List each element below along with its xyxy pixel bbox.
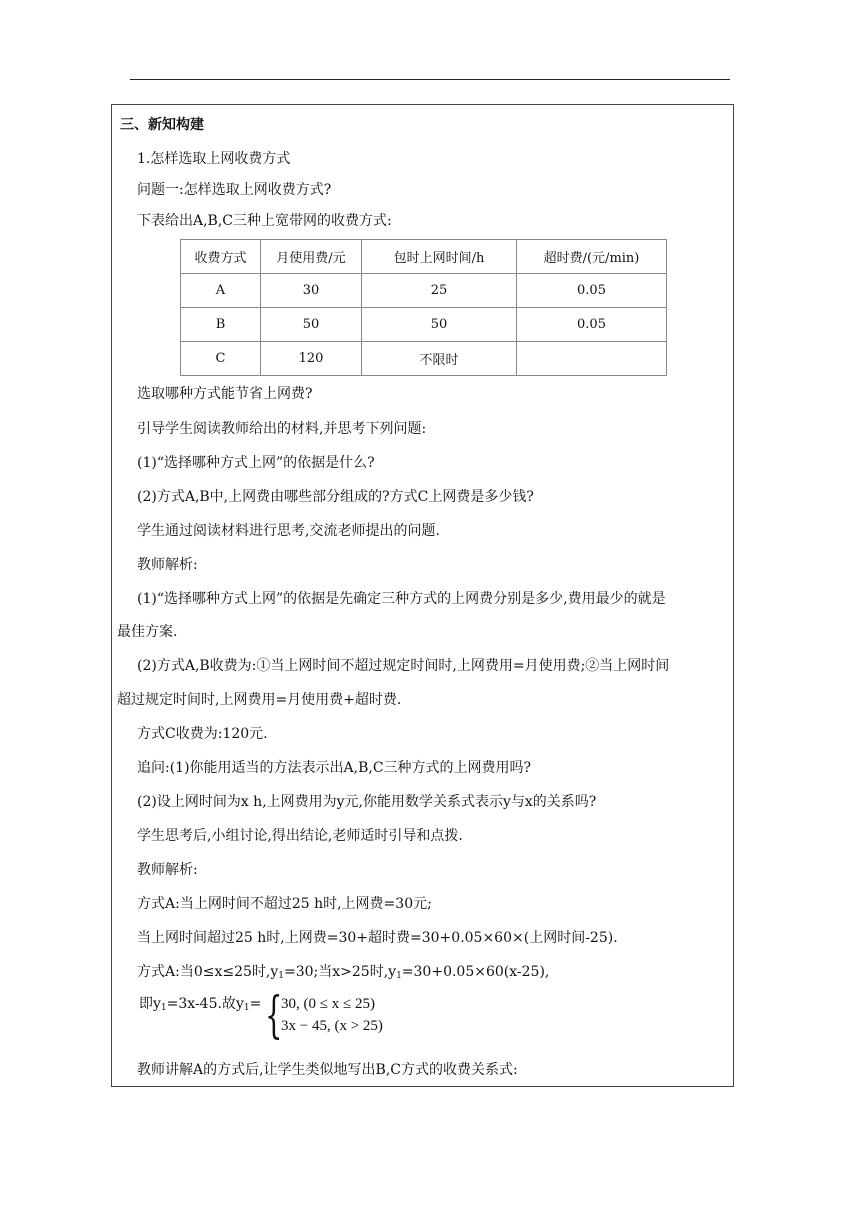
table-row: [181, 308, 667, 342]
table-cell: [517, 342, 667, 376]
formula-line: [137, 963, 549, 985]
header-rule: [130, 79, 730, 80]
table-cell: 不限时: [362, 342, 517, 376]
table-cell: B: [181, 308, 261, 342]
paragraph: 教师解析:: [137, 557, 198, 573]
table-cell: 0.05: [517, 274, 667, 308]
table-header: 月使用费/元: [261, 240, 362, 274]
paragraph: 教师讲解A的方式后,让学生类似地写出B,C方式的收费关系式:: [137, 1062, 518, 1078]
paragraph: 学生思考后,小组讨论,得出结论,老师适时引导和点拨.: [137, 828, 463, 844]
table-cell: 0.05: [517, 308, 667, 342]
section-title: 三、新知构建: [120, 117, 204, 133]
subscript: 1: [278, 971, 284, 981]
paragraph: 教师解析:: [137, 862, 198, 878]
table-cell: 50: [362, 308, 517, 342]
table-cell: 25: [362, 274, 517, 308]
case-1: 30, (0 ≤ x ≤ 25): [281, 996, 375, 1012]
paragraph: 最佳方案.: [117, 624, 178, 640]
table-header: 收费方式: [181, 240, 261, 274]
text-segment: =3x-45.故y: [166, 996, 244, 1012]
paragraph: (2)设上网时间为x h,上网费用为y元,你能用数学关系式表示y与x的关系吗?: [137, 794, 597, 810]
paragraph: 学生通过阅读材料进行思考,交流老师提出的问题.: [137, 523, 440, 539]
table-cell: 30: [261, 274, 362, 308]
text-segment: 即y: [139, 996, 161, 1012]
subscript: 1: [396, 971, 402, 981]
question: 问题一:怎样选取上网收费方式?: [137, 182, 332, 198]
piecewise-formula-lead: [139, 993, 261, 1013]
fee-table: [180, 239, 667, 376]
paragraph: (2)方式A,B中,上网费由哪些部分组成的?方式C上网费是多少钱?: [137, 489, 534, 505]
paragraph: (2)方式A,B收费为:①当上网时间不超过规定时间时,上网费用=月使用费;②当上网时间: [137, 658, 670, 674]
table-cell: A: [181, 274, 261, 308]
subscript: 1: [243, 1003, 250, 1013]
paragraph: (1)“选择哪种方式上网”的依据是先确定三种方式的上网费分别是多少,费用最少的就是: [137, 591, 666, 607]
heading: 1.怎样选取上网收费方式: [137, 151, 291, 167]
case-2: 3x − 45, (x > 25): [281, 1018, 383, 1034]
table-header: 超时费/(元/min): [517, 240, 667, 274]
text-segment: =30;当x>25时,y: [284, 964, 397, 980]
table-header: 包时上网时间/h: [362, 240, 517, 274]
paragraph: 选取哪种方式能节省上网费?: [137, 386, 313, 402]
text-segment: 方式A:当0≤x≤25时,y: [137, 964, 279, 980]
paragraph: 方式A:当上网时间不超过25 h时,上网费=30元;: [137, 896, 432, 912]
table-header-row: [181, 240, 667, 274]
paragraph: 超过规定时间时,上网费用=月使用费+超时费.: [117, 692, 402, 708]
subscript: 1: [160, 1003, 167, 1013]
table-cell: 50: [261, 308, 362, 342]
paragraph: 当上网时间超过25 h时,上网费=30+超时费=30+0.05×60×(上网时间-25).: [137, 930, 618, 946]
brace-symbol: {: [265, 986, 283, 1044]
table-row: [181, 274, 667, 308]
text-segment: =30+0.05×60(x-25),: [401, 964, 550, 980]
table-row: [181, 342, 667, 376]
table-intro: 下表给出A,B,C三种上宽带网的收费方式:: [137, 213, 392, 229]
paragraph: 追问:(1)你能用适当的方法表示出A,B,C三种方式的上网费用吗?: [137, 760, 532, 776]
table-cell: C: [181, 342, 261, 376]
paragraph: 引导学生阅读教师给出的材料,并思考下列问题:: [137, 421, 427, 437]
text-segment: =: [249, 996, 262, 1012]
paragraph: 方式C收费为:120元.: [137, 726, 268, 742]
table-cell: 120: [261, 342, 362, 376]
paragraph: (1)“选择哪种方式上网”的依据是什么?: [137, 455, 375, 471]
